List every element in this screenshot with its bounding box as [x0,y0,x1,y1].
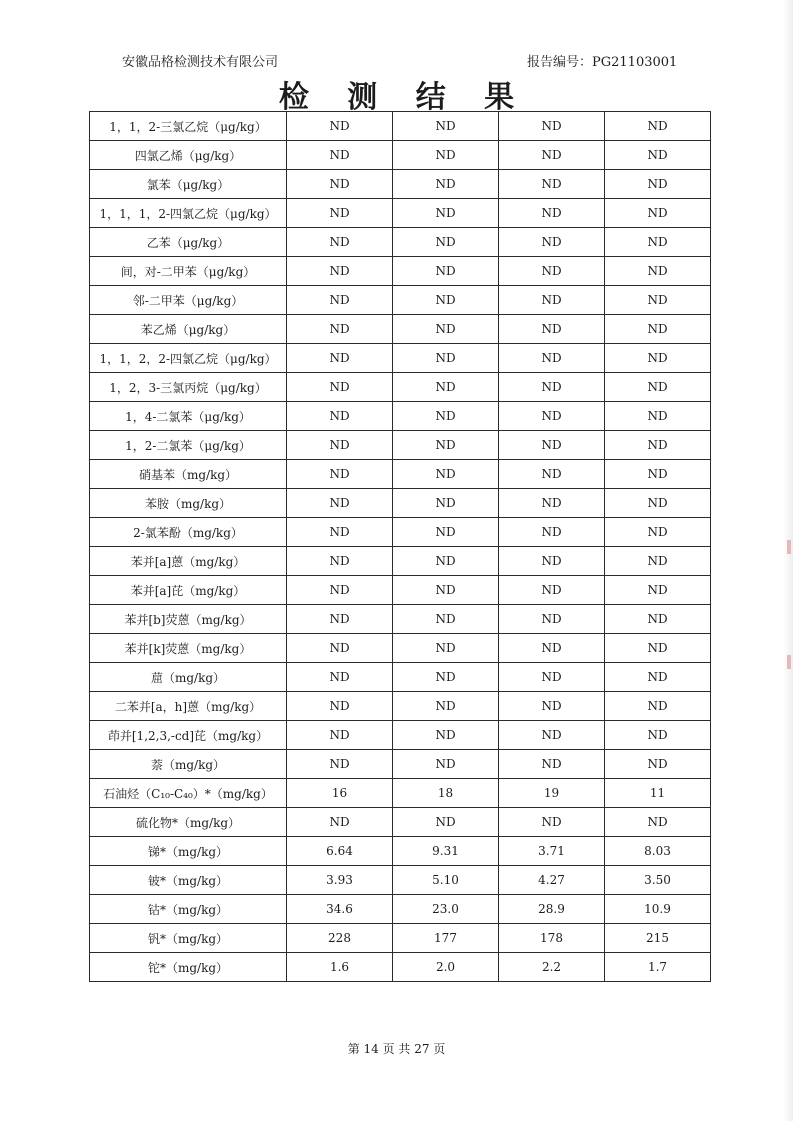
value-cell: ND [393,286,499,315]
value-cell: ND [499,750,605,779]
value-cell: ND [499,808,605,837]
table-row [90,344,711,373]
table-row [90,953,711,982]
value-cell: ND [499,315,605,344]
table-row [90,141,711,170]
value-cell: ND [287,431,393,460]
value-cell: 3.71 [499,837,605,866]
table-row [90,779,711,808]
value-cell: ND [393,547,499,576]
value-cell: ND [605,634,711,663]
value-cell: ND [287,721,393,750]
value-cell: ND [499,634,605,663]
table-row [90,605,711,634]
value-cell: ND [605,286,711,315]
value-cell: ND [287,315,393,344]
item-name-cell: 1，2-二氯苯（μg/kg） [90,431,287,460]
table-row [90,199,711,228]
value-cell: ND [605,605,711,634]
value-cell: ND [393,344,499,373]
value-cell: ND [499,721,605,750]
item-name-cell: 邻-二甲苯（μg/kg） [90,286,287,315]
value-cell: 2.0 [393,953,499,982]
value-cell: ND [287,402,393,431]
value-cell: ND [393,750,499,779]
value-cell: 178 [499,924,605,953]
value-cell: ND [499,460,605,489]
value-cell: 5.10 [393,866,499,895]
value-cell: 9.31 [393,837,499,866]
value-cell: ND [393,199,499,228]
item-name-cell: 石油烃（C₁₀-C₄₀）*（mg/kg） [90,779,287,808]
scan-mark [787,655,791,669]
value-cell: ND [499,112,605,141]
item-name-cell: 1，1，1，2-四氯乙烷（μg/kg） [90,199,287,228]
value-cell: ND [287,141,393,170]
item-name-cell: 硫化物*（mg/kg） [90,808,287,837]
value-cell: ND [287,489,393,518]
item-name-cell: 1，1，2，2-四氯乙烷（μg/kg） [90,344,287,373]
results-table [89,111,711,982]
table-row [90,489,711,518]
item-name-cell: 铍*（mg/kg） [90,866,287,895]
table-row [90,402,711,431]
value-cell: ND [605,112,711,141]
item-name-cell: 铊*（mg/kg） [90,953,287,982]
value-cell: ND [499,402,605,431]
value-cell: ND [393,518,499,547]
value-cell: ND [287,170,393,199]
value-cell: ND [287,373,393,402]
value-cell: ND [287,286,393,315]
item-name-cell: 苯胺（mg/kg） [90,489,287,518]
table-row [90,315,711,344]
value-cell: ND [605,257,711,286]
value-cell: 215 [605,924,711,953]
value-cell: ND [393,431,499,460]
value-cell: ND [499,518,605,547]
scan-mark [787,540,791,554]
value-cell: ND [393,634,499,663]
value-cell: 28.9 [499,895,605,924]
value-cell: 10.9 [605,895,711,924]
value-cell: ND [605,518,711,547]
value-cell: ND [287,576,393,605]
value-cell: 228 [287,924,393,953]
value-cell: ND [393,460,499,489]
value-cell: ND [605,692,711,721]
value-cell: 1.6 [287,953,393,982]
value-cell: ND [605,808,711,837]
value-cell: ND [393,373,499,402]
value-cell: ND [393,663,499,692]
value-cell: ND [393,315,499,344]
table-row [90,170,711,199]
value-cell: ND [499,605,605,634]
value-cell: ND [605,373,711,402]
item-name-cell: 苯并[b]荧蒽（mg/kg） [90,605,287,634]
item-name-cell: 苯并[a]蒽（mg/kg） [90,547,287,576]
table-row [90,866,711,895]
value-cell: ND [605,402,711,431]
value-cell: ND [499,547,605,576]
value-cell: ND [287,750,393,779]
value-cell: ND [605,663,711,692]
item-name-cell: 1，2，3-三氯丙烷（μg/kg） [90,373,287,402]
table-row [90,431,711,460]
item-name-cell: 二苯并[a，h]蒽（mg/kg） [90,692,287,721]
item-name-cell: 间，对-二甲苯（μg/kg） [90,257,287,286]
value-cell: ND [605,170,711,199]
table-row [90,692,711,721]
value-cell: 6.64 [287,837,393,866]
item-name-cell: 苯并[a]芘（mg/kg） [90,576,287,605]
value-cell: 23.0 [393,895,499,924]
value-cell: ND [393,112,499,141]
value-cell: ND [499,228,605,257]
value-cell: ND [393,170,499,199]
value-cell: ND [393,141,499,170]
table-row [90,257,711,286]
item-name-cell: 钒*（mg/kg） [90,924,287,953]
table-row [90,837,711,866]
value-cell: 19 [499,779,605,808]
value-cell: ND [287,547,393,576]
value-cell: ND [605,344,711,373]
value-cell: ND [499,692,605,721]
table-row [90,895,711,924]
item-name-cell: 钴*（mg/kg） [90,895,287,924]
value-cell: 2.2 [499,953,605,982]
value-cell: ND [287,518,393,547]
item-name-cell: 䓛（mg/kg） [90,663,287,692]
value-cell: ND [499,344,605,373]
table-row [90,924,711,953]
table-row [90,576,711,605]
page-number: 第 14 页 共 27 页 [347,1042,446,1056]
value-cell: ND [393,721,499,750]
value-cell: 4.27 [499,866,605,895]
value-cell: ND [605,489,711,518]
value-cell: ND [287,344,393,373]
report-number: 报告编号：PG21103001 [527,55,678,70]
table-row [90,373,711,402]
table-row [90,547,711,576]
item-name-cell: 萘（mg/kg） [90,750,287,779]
value-cell: ND [499,199,605,228]
value-cell: ND [605,721,711,750]
value-cell: ND [499,663,605,692]
value-cell: ND [605,431,711,460]
table-row [90,663,711,692]
value-cell: 177 [393,924,499,953]
item-name-cell: 硝基苯（mg/kg） [90,460,287,489]
value-cell: ND [393,402,499,431]
item-name-cell: 茚并[1,2,3,-cd]芘（mg/kg） [90,721,287,750]
value-cell: ND [287,605,393,634]
value-cell: ND [499,489,605,518]
table-row [90,286,711,315]
table-row [90,721,711,750]
value-cell: ND [287,634,393,663]
value-cell: 3.50 [605,866,711,895]
item-name-cell: 1，4-二氯苯（μg/kg） [90,402,287,431]
value-cell: ND [605,547,711,576]
value-cell: ND [287,460,393,489]
value-cell: ND [287,663,393,692]
value-cell: ND [393,576,499,605]
value-cell: ND [287,692,393,721]
value-cell: ND [287,199,393,228]
scan-edge [783,0,793,1121]
item-name-cell: 乙苯（μg/kg） [90,228,287,257]
value-cell: ND [499,141,605,170]
item-name-cell: 苯并[k]荧蒽（mg/kg） [90,634,287,663]
table-row [90,518,711,547]
item-name-cell: 苯乙烯（μg/kg） [90,315,287,344]
item-name-cell: 四氯乙烯（μg/kg） [90,141,287,170]
value-cell: ND [499,373,605,402]
value-cell: ND [605,141,711,170]
item-name-cell: 氯苯（μg/kg） [90,170,287,199]
value-cell: 18 [393,779,499,808]
value-cell: ND [605,460,711,489]
item-name-cell: 锑*（mg/kg） [90,837,287,866]
value-cell: ND [499,431,605,460]
value-cell: ND [605,315,711,344]
value-cell: 34.6 [287,895,393,924]
value-cell: ND [287,808,393,837]
value-cell: 1.7 [605,953,711,982]
value-cell: ND [393,228,499,257]
value-cell: ND [499,257,605,286]
value-cell: 11 [605,779,711,808]
value-cell: ND [393,257,499,286]
value-cell: ND [393,808,499,837]
value-cell: ND [393,692,499,721]
value-cell: ND [393,489,499,518]
page-title: 检 测 结 果 [278,80,529,115]
value-cell: ND [499,576,605,605]
value-cell: ND [605,576,711,605]
item-name-cell: 1，1，2-三氯乙烷（μg/kg） [90,112,287,141]
value-cell: 16 [287,779,393,808]
value-cell: ND [605,750,711,779]
table-row [90,808,711,837]
value-cell: ND [287,257,393,286]
value-cell: ND [605,199,711,228]
value-cell: ND [605,228,711,257]
value-cell: ND [499,286,605,315]
table-row [90,228,711,257]
item-name-cell: 2-氯苯酚（mg/kg） [90,518,287,547]
table-row [90,112,711,141]
table-row [90,634,711,663]
table-row [90,750,711,779]
value-cell: ND [287,112,393,141]
value-cell: ND [287,228,393,257]
value-cell: 8.03 [605,837,711,866]
table-row [90,460,711,489]
value-cell: 3.93 [287,866,393,895]
value-cell: ND [393,605,499,634]
company-name: 安徽品格检测技术有限公司 [122,55,279,70]
value-cell: ND [499,170,605,199]
